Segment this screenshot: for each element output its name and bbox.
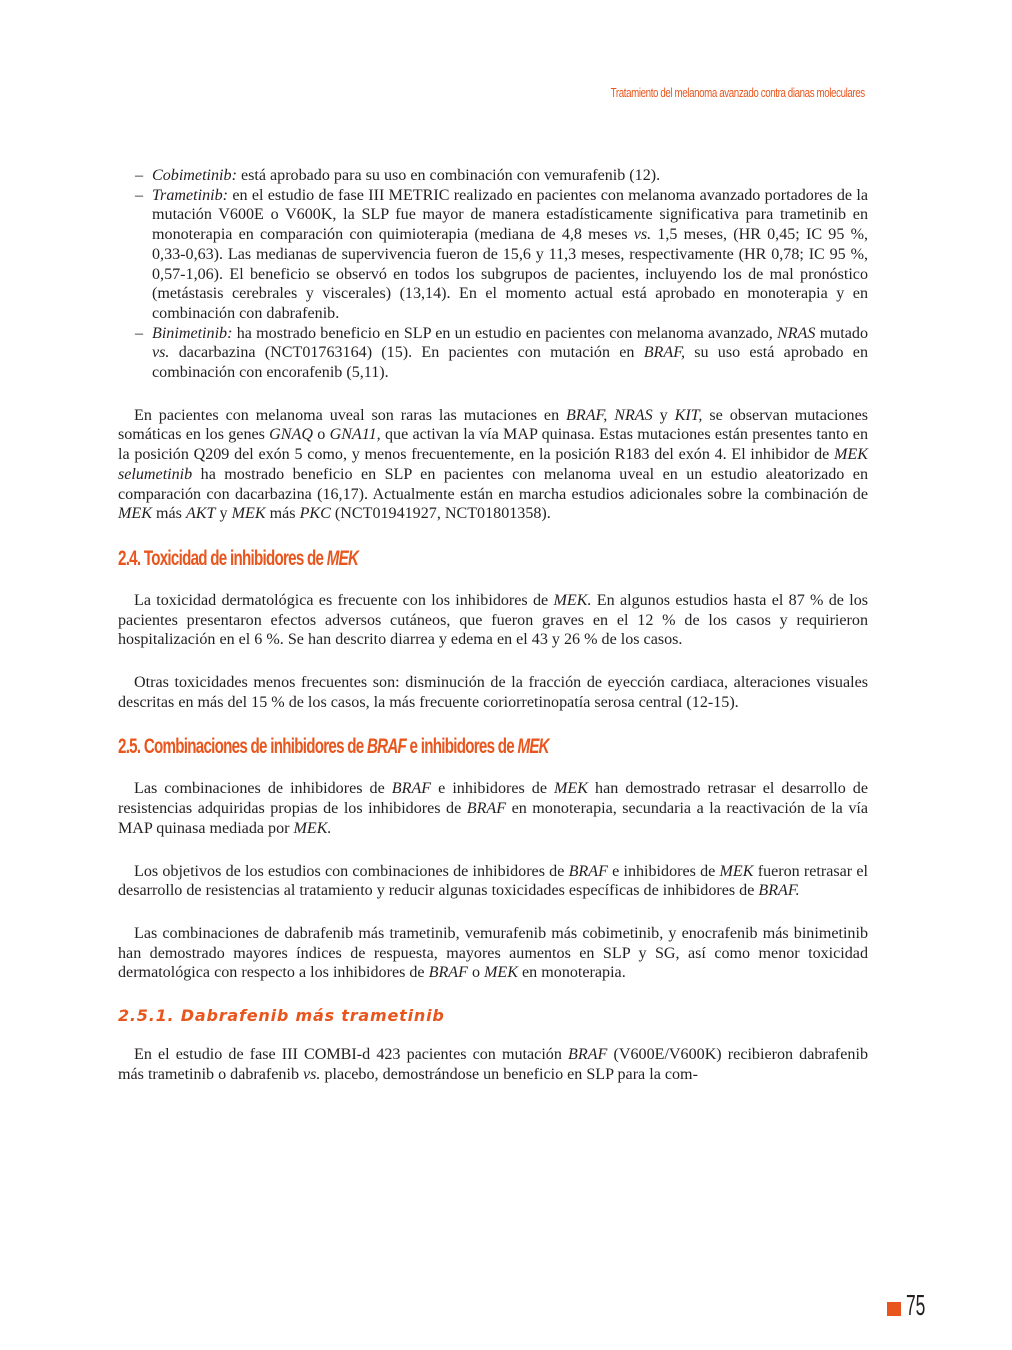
page-marker-square <box>887 1302 901 1316</box>
paragraph-combi-d: En el estudio de fase III COMBI-d 423 pacientes con mutación BRAF (V600E/V600K) recibieron dabrafenib más trametinib o dabrafenib vs. placebo, demostrándose un beneficio en SLP para la com- <box>118 1046 868 1083</box>
page-number: 75 <box>906 1290 926 1322</box>
running-head: Tratamiento del melanoma avanzado contra dianas moleculares <box>610 86 865 100</box>
subsection-heading-2-5-1: 2.5.1. Dabrafenib más trametinib <box>118 1006 445 1026</box>
paragraph-combinations-3: Las combinaciones de dabrafenib más trametinib, vemurafenib más cobimetinib, y enocrafenib más binimetinib han demostrado mayores índices de respuesta, mayores aumentos en SLP y SG, así como menor toxicidad dermatológica con respecto a los inhibidores de BRAF o MEK en monoterapia. <box>118 924 868 982</box>
paragraph-toxicity-1: La toxicidad dermatológica es frecuente con los inhibidores de MEK. En algunos estudios hasta el 87 % de los pacientes presentaron efectos adversos cutáneos, que fueron graves en el 12 % de los casos y requirieron hospitalización en el 6 %. Se han descrito diarrea y edema en el 43 y 26 % de los casos. <box>118 591 869 649</box>
paragraph-combinations-2: Los objetivos de los estudios con combinaciones de inhibidores de BRAF e inhibidores de MEK fueron retrasar el desarrollo de resistencias al tratamiento y reducir algunas toxicidades específicas de inhibidores de BRAF. <box>118 862 869 900</box>
list-item: – Cobimetinib: está aprobado para su uso en combinación con vemurafenib (12). <box>135 167 661 184</box>
section-heading-2-5: 2.5. Combinaciones de inhibidores de BRAF e inhibidores de MEK <box>118 735 549 759</box>
paragraph-toxicity-2: Otras toxicidades menos frecuentes son: disminución de la fracción de eyección cardiaca, alteraciones visuales descritas en más del 15 % de los casos, la más frecuente coriorretinopatía serosa central (12-15). <box>118 674 868 711</box>
page-footer <box>887 1290 928 1323</box>
paragraph-uveal: En pacientes con melanoma uveal son raras las mutaciones en BRAF, NRAS y KIT, se observan mutaciones somáticas en los genes GNAQ o GNA11, que activan la vía MAP quinasa. Estas mutaciones están presentes tanto en la posición Q209 del exón 5 como, y menos frecuentemente, en la posición R183 del exón 4. El inhibidor de MEK selumetinib ha mostrado beneficio en SLP en pacientes con melanoma uveal en un estudio aleatorizado en comparación con dacarbazina (16,17). Actualmente están en marcha estudios adicionales sobre la combinación de MEK más AKT y MEK más PKC (NCT01941927, NCT01801358). <box>118 406 869 523</box>
list-item: – Trametinib: en el estudio de fase III METRIC realizado en pacientes con melanoma avanzado portadores de la mutación V600E o V600K, la SLP fue mayor de manera estadísticamente significativa para trametinib en monoterapia en comparación con quimioterapia (mediana de 4,8 meses vs. 1,5 meses, (HR 0,45; IC 95 %, 0,33-0,63). Las medianas de supervivencia fueron de 15,6 y 11,3 meses, respectivamente (HR 0,78; IC 95 %, 0,57-1,06). El beneficio se observó en todos los subgrupos de pacientes, incluyendo los de mal pronóstico (metástasis cerebrales y viscerales) (13,14). En el momento actual está aprobado en monoterapia y en combinación con dabrafenib. <box>135 186 869 322</box>
drug-list <box>118 166 868 383</box>
page-content <box>118 166 868 1085</box>
paragraph-combinations-1: Las combinaciones de inhibidores de BRAF e inhibidores de MEK han demostrado retrasar el desarrollo de resistencias adquiridas propias de los inhibidores de BRAF en monoterapia, secundaria a la reactivación de la vía MAP quinasa mediada por MEK. <box>118 780 868 837</box>
list-item: – Binimetinib: ha mostrado beneficio en SLP en un estudio en pacientes con melanoma avanzado, NRAS mutado vs. dacarbazina (NCT01763164) (15). En pacientes con mutación en BRAF, su uso está aprobado en combinación con encorafenib (5,11). <box>135 324 869 382</box>
section-heading-2-4: 2.4. Toxicidad de inhibidores de MEK <box>118 546 359 570</box>
